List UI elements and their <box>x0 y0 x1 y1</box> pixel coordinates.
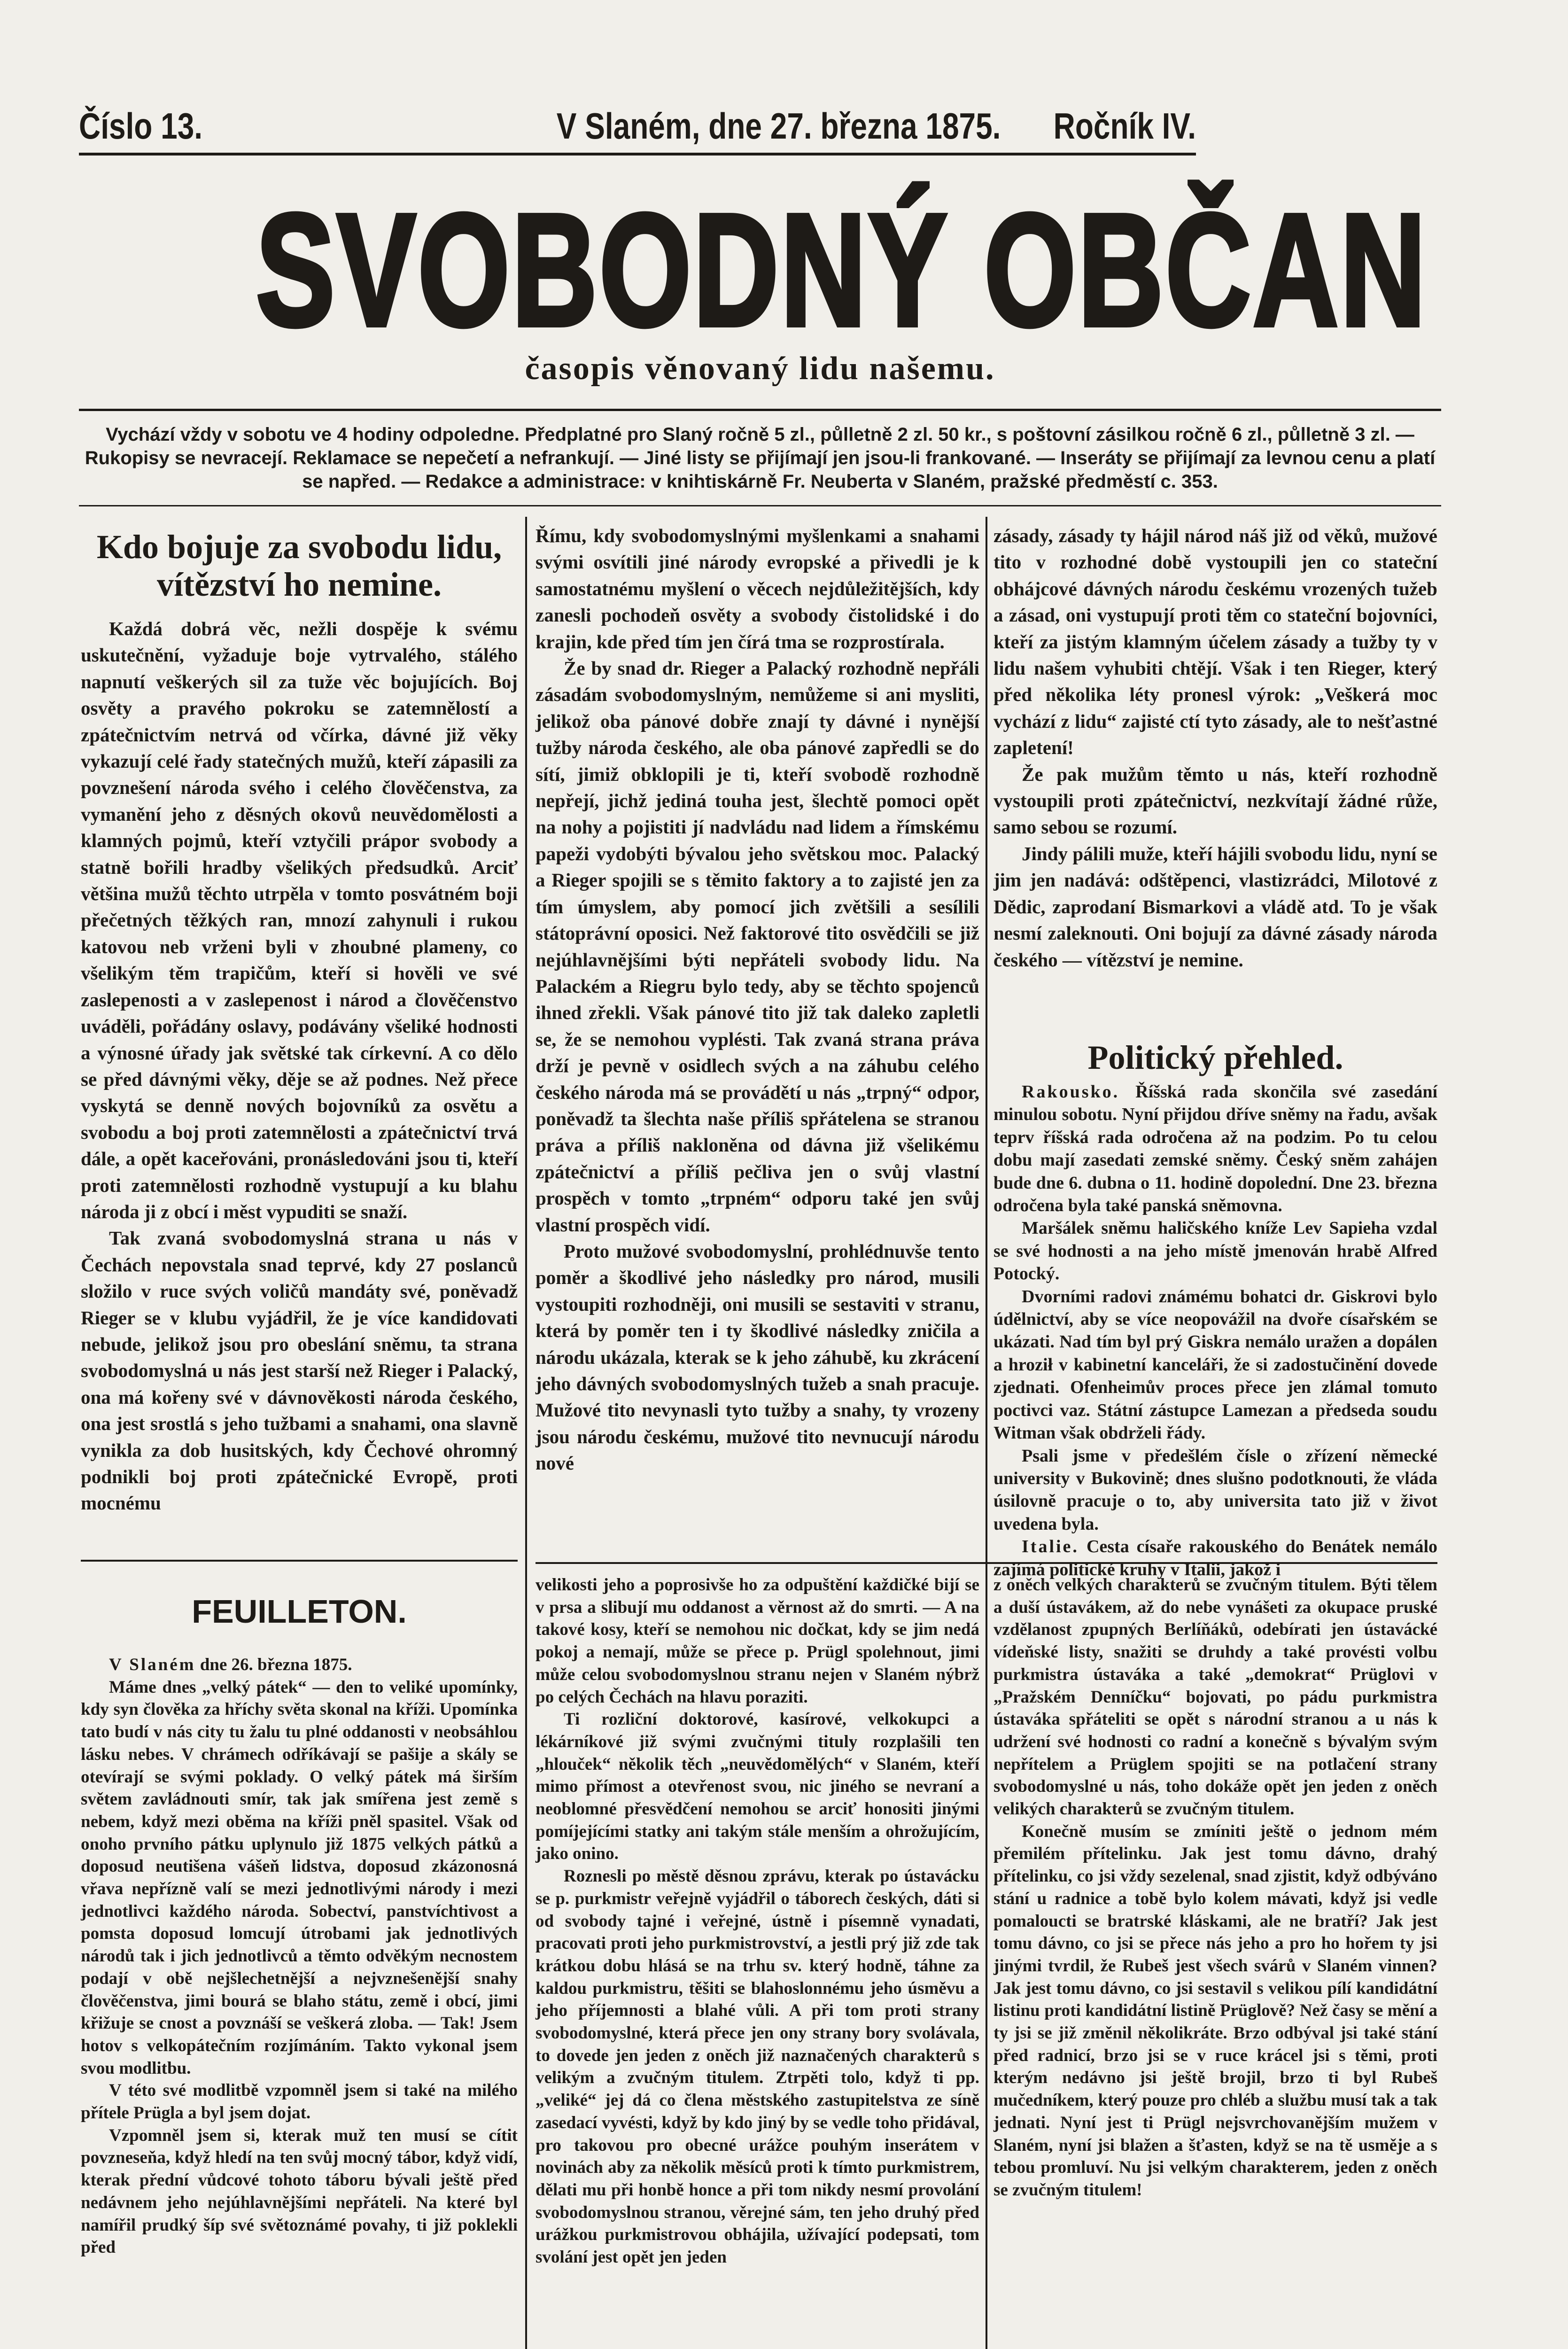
lower-paragraph: velikosti jeho a poprosivše ho za odpuštění každičké bijí se v prsa a slibují mu oddanost a věrnost až do smrti. — A na takové kosy, kteří se nemohou nic dočkat, kdy se jim nedá pokoj a nemají, může se přece p. Prügl spolehnout, jimi může celou svobodomyslnou stranu nejen v Slaném nýbrž po celých Čechách na hlavu poraziti. <box>536 1575 979 1707</box>
lower-col2 <box>536 1574 979 2269</box>
lower-paragraph: Konečně musím se zmíniti ještě o jednom mém přemilém přítelinku. Jak jest tomu dávno, drahý přítelinku, co jsi vždy sezelenal, snad zjistit, když odbýváno stání u radnice a tobě bylo kolem mávati, když jsi vedle pomaloucti se bratrské kláskami, ale ne bratří? Jak jest tomu dávno, co jsi se přece nás jeho a pro ho hořem ty jsi jinými tvrdil, že Rubeš jest všech svárů v Slaném vinnen? Jak jest tomu dávno, co jsi sestavil s velikou pílí kandidátní listinu proti kandidátní listině Prüglově? Než časy se mění a ty jsi se již změnil několikráte. Brzo odbýval jsi také stání před radnicí, brzo jsi se v ruce krácel jsi s těmi, proti kterým nedávno jsi ještě brojil, brzo ti byl Rubeš mučedníkem, který pouze pro chléb a službu musí tak a tak jednati. Nyní jest ti Prügl nejsvrchovanějším mužem v Slaném, nyní jsi blažen a šťasten, když se na tě usměje a s tebou promluví. Nu jsi velkým charakterem, jeden z oněch se zvučným titulem! <box>994 1821 1437 2200</box>
subscription-notice: Vychází vždy v sobotu ve 4 hodiny odpoledne. Předplatné pro Slaný ročně 5 zl., půlletně 2 zl. 50 kr., s poštovní zásilkou ročně 6 zl., půlletně 3 zl. — Rukopisy se nevracejí. Reklamace se nepečetí a nefrankují. — Jiné listy se přijímají jen jsou-li frankované. — Inseráty se přijímají za levnou cenu a platí se napřed. — Redakce a administrace: v knihtiskárně Fr. Neuberta v Slaném, pražské předměstí c. 353. <box>85 424 1436 492</box>
dateline: V Slaném, dne 27. března 1875. <box>556 105 1001 147</box>
politics-section <box>994 1081 1437 1581</box>
newspaper-title: SVOBODNÝ OBČAN <box>256 181 1428 359</box>
lead-paragraph: Každá dobrá věc, nežli dospěje k svému uskutečnění, vyžaduje boje vytrvalého, stálého napnutí veškerých sil za tuže věc bojujících. Boj osvěty a pravého pokroku se zatemnělostí a zpátečnictvím netrvá od včírka, dávné již věky vykazují celé řady statečných mužů, kteří zápasili za povznešení národa svého i celého člověčenstva, za vymanění jeho z děsných okovů neuvědomělosti a klamných pojmů, kteří vztyčili prápor svobody a statně bořili hradby všelikých předsudků. Arciť většina mužů těchto utrpěla v tomto posvátném boji přečetných těžkých ran, mnozí zahynuli i rukou katovou neb vrženi byli v zhoubné plameny, co všelikým těm trapičům, kteří si hověli ve své zaslepenosti a v zaslepenost i národ a člověčenstvo uváděli, pořádány oslavy, podávány všeliké hodnosti a výnosné úřady jak světské tak církevní. A co dělo se před dávnými věky, děje se až podnes. Než přece vyskytá se denně nových bojovníků za osvětu a svobodu a boj proti zatemnělosti a zpátečnictví trvá dále, a opět kaceřováni, pronásledováni jsou ti, kteří proti zatemnělosti rozhodně vystupují a ku blahu národa ji z obcí i měst vypuditi se snaží. <box>81 618 518 1222</box>
notice-rule <box>79 505 1441 506</box>
politics-text: Dvorními radovi známému bohatci dr. Giskrovi bylo údělnictví, aby se více neopovážil na dvoře císařském se ukázati. Nad tím byl prý Giskra nemálo uražen a dopálen a hroził v kabinetní kanceláři, že si zadostučinění dovede zjednati. Ofenheimův proces přece jen zlámal tomuto poctivci vaz. Státní zástupce Lamezan a předseda soudu Witman však obdrželi řády. <box>994 1286 1437 1443</box>
lower-rule <box>536 1562 1437 1564</box>
lead-article-col1 <box>81 522 518 1517</box>
lead-paragraph: zásady, zásady ty hájil národ náš již od věků, mužové tito v rozhodné době vystoupili jen co stateční obhájcové dávných národu českému vrozených tužeb a zásad, oni vystupují proti těm co stateční bojovníci, kteří za jistým klamným účelem zásady a tužby ty v lidu našem vyhubiti chtějí. Však i ten Rieger, který před několika léty pronesl výrok: „Veškerá moc vychází z lidu“ zajisté ctí tyto zásady, ale to nešťastné zapletení! <box>994 525 1437 759</box>
lower-paragraph: Ti rozliční doktorové, kasírové, velkokupci a lékárníkové již svými zvučnými tituly rozplašili ten „hlouček“ několik těch „neuvědomělých“ v Slaném, kteří mimo přímost a otevřenost svou, nic jiného se nevraní a neoblomné přesvědčení nemohou se arciť honositi jinými pomíjejícími statky ani takým stále menším a ohrožujícím, jako onino. <box>536 1710 979 1864</box>
lead-article-col3 <box>994 522 1437 973</box>
lead-headline: Kdo bojuje za svobodu lidu, vítězství ho nemine. <box>96 528 502 603</box>
lead-paragraph: Římu, kdy svobodomyslnými myšlenkami a snahami svými osvítili jiné národy evropské a přivedli je k samostatnému myšlení o věcech nejdůležitějších, kdy zanesli pochodeň osvěty a svobody čistolidské i do krajin, kde před tím jen čírá tma se rozprostírala. <box>536 525 979 653</box>
column-rule-left <box>525 517 527 2349</box>
lead-paragraph: Tak zvaná svobodomyslná strana u nás v Čechách nepovstala snad teprvé, kdy 27 poslanců složilo v ruce svých voličů mandáty své, poněvadž Rieger se v klubu vyjádřil, že je více kandidovati nebude, jelikož jsou pro obeslání sněmu, ta strana svobodomyslná u nás jest starší než Rieger i Palacký, ona má kořeny své v dávnověkosti národa českého, ona jest srostlá s jeho tužbami a snahami, ona slavně vynikla za dob husitských, kdy Čechové ohromný podnikli boj proti zpátečnické Evropě, proti mocnému <box>81 1227 518 1514</box>
volume: Ročník IV. <box>1053 105 1196 147</box>
masthead-rule <box>79 409 1441 411</box>
feuilleton-paragraph: Vzpomněl jsem si, kterak muž ten musí se cítit povzneseňa, když hledí na ten svůj mocný tábor, když vidí, kterak přední vůdcové tohoto táboru bývali ještě před nedávnem jeho nejúhlavnějšími nepřáteli. Na které byl namířil prudký šíp své světoznámé povahy, ti již poklekli před <box>81 2125 518 2257</box>
feuilleton-rule <box>81 1560 518 1562</box>
newspaper-subtitle: časopis věnovaný lidu našemu. <box>525 350 995 387</box>
lower-paragraph: Roznesli po městě děsnou zprávu, kterak po ústavácku se p. purkmistr veřejně vyjádřil o táborech českých, dáti si od svobody tajné i veřejné, ústně i písemně vynadati, pracovati proti jeho purkmistrovství, a jestli prý již zde tak krátkou dobu hlásá se na trhu sv. který hodně, táhne za kaldou purkmistru, těšiti se blahoslonnému jeho úsměvu a jeho příjemnosti a blahé vůli. A při tom proti strany svobodomyslné, která přece jen ony strany bory svolávala, to dovede jen jeden z oněch již naznačených charakterů s velikým a zvučným titulem. Ztrpěti tolo, když ti pp. „veliké“ jej dá co člena městského zastupitelstva ze síně zasedací vyvésti, když by kdo jiný by se vedle toho přidával, pro takovou pro obecné urážce pouhým inserátem v novinách aby za několik měsíců proti k tímto purkmistrem, dělati mu při honbě honce a při tom nikdy nesmí provolání svobodomyslnou stranou, věrejné sám, ten jeho druhý před urážkou purkmistrovou obhájila, užívající podepsati, tom svolání jest opět jen jeden <box>536 1867 979 2267</box>
feuilleton-date: dne 26. března 1875. <box>200 1655 352 1674</box>
feuilleton-paragraph: V této své modlitbě vzpomněl jsem si také na milého přítele Prügla a byl jsem dojat. <box>81 2081 518 2123</box>
politics-text: Říšská rada skončila své zasedání minulou sobotu. Nyní přijdou dříve sněmy na řadu, avšak teprv říšská rada odročena až na podzim. Po tu celou dobu mají zasedati zemské sněmy. Český sněm zahájen bude dne 6. dubna o 11. hodině dopolední. Dne 23. března odročena byla také panská sněmovna. <box>994 1082 1438 1216</box>
politics-lead: Italie. <box>1022 1537 1079 1557</box>
lead-paragraph: Že pak mužům těmto u nás, kteří rozhodně vystoupili proti zpátečnictví, nezkvítají žádné růže, samo sebou se rozumí. <box>994 763 1437 838</box>
feuilleton-heading: FEUILLETON. <box>192 1593 407 1630</box>
feuilleton-paragraph: Máme dnes „velký pátek“ — den to veliké upomínky, kdy syn člověka za hříchy světa skonal na kříži. Upomínka tato budí v nás city tu žalu tu plné oddanosti v neobsáhlou lásku nebes. V chrámech odříkávají se pašije a skály se otevírají se svými poklady. O velký pátek má širším světem zavládnouti smír, tak jak smířena jest země s nebem, když mezi oběma na kříži pněl spasitel. Však od onoho prvního pátku uplynulo již 1875 velkých pátků a doposud neutišena vášeň lidstva, doposud zkázonosná vřava nepřízně valí se mezi jednotlivými národy i mezi jednotlivci každého národa. Sobectví, panstvíchtivost a pomsta doposud lomcují útrobami jak jednotlivých národů tak i jich jednotlivců a těmto odvěkým necnostem podají v obě nejšlechetnější a nejvznešenější snahy člověčenstva, jimi bourá se blaho státu, země i obcí, jimi křižuje se cnost a povznáší se veškerá zloba. — Tak! Jsem hotov s velkopátečním rozjímáním. Takto vykonal jsem svou modlitbu. <box>81 1677 518 2078</box>
lead-paragraph: Proto mužové svobodomyslní, prohlédnuvše tento poměr a škodlivé jeho následky pro národ, musili vystoupiti rozhodněji, oni musili se sestaviti v stranu, která by poměr ten i ty škodlivé následky zničila a národu ukázala, kterak se k jeho záhubě, ku zkrácení jeho dávných svobodomyslných tužeb a snah pracuje. Mužové tito nevynasli tyto tužby a snahy, ty vrozeny jsou národu českému, mužové tito nevnucují národu nové <box>536 1240 979 1474</box>
lead-paragraph: Že by snad dr. Rieger a Palacký rozhodně nepřáli zásadám svobodomyslným, nemůžeme si ani mysliti, jelikož oba pánové dobře znají ty dávné i nynější tužby národa českého, ale oba pánové zapředli se do sítí, jimiž obklopili je ti, kteří svobodě rozhodně nepřejí, jichž jediná touha jest, šlechtě pomoci opět na nohy a pojistiti jí nadvládu nad lidem a římskému papeži vydobýti bývalou jeho světskou moc. Palacký a Rieger spojili se s těmito faktory a to zajisté jen za tím úmyslem, aby pomocí jich zvětšili a sesílili státoprávní oposici. Než faktorové tito osvědčili se již nejúhlavnějšími býti nepřáteli svobody lidu. Na Palackém a Riegru bylo tedy, aby se těchto spojenců ihned zřekli. Však pánové tito již tak daleko zapletli se, že se nemohou vyplésti. Tak zvaná strana práva drží je pevně v osidlech svých a na záhubu celého českého národa má se provádětí u nás „trpný“ odpor, poněvadž ta šlechta naše příliš spřátelena se stranou práva a příliš nakloněna od dávna již všelikému zpátečnictví a příliš pečliva jen o svůj vlastní prospěch v tomto „trpném“ odporu také jen svůj vlastní prospěch vidí. <box>536 657 979 1236</box>
lead-paragraph: Jindy pálili muže, kteří hájili svobodu lidu, nyní se jim jen nadává: odštěpenci, vlastizrádci, Milotové z Dědic, zaprodaní Bismarkovi a vládě atd. To je však nesmí zaleknouti. Oni bojují za dávné zásady národa českého — vítězství je nemine. <box>994 842 1437 971</box>
lead-article-col2 <box>536 522 979 1477</box>
column-rule-right <box>986 517 987 2349</box>
politics-text: Cesta císaře rakouského do Benátek nemálo zajímá politické kruhy v Italii, jakož i <box>994 1537 1437 1579</box>
lower-paragraph: z oněch velkých charakterů se zvučným titulem. Býti tělem a duší ústavákem, až do nebe vynášeti za okupace pruské vzdělanost zpupných Berlíňáků, odebírati jen ústavácké vídeňské listy, snažiti se druhdy a také provésti volbu purkmistra ústaváka a také „demokrat“ Prüglovi v „Pražském Denníčku“ bojovati, po pádu purkmistra ústaváka spřáteliti se opět s národní stranou a u nás k udržení své hodnosti co radní a konečně s bývalým svým nepřítelem a Prüglem spojiti se na potlačení strany svobodomyslné u nás, toho dokáže opět jen jeden z oněch velikých charakterů se zvučným titulem. <box>994 1575 1437 1819</box>
politics-heading: Politický přehled. <box>1087 1039 1343 1076</box>
masthead-topline <box>79 101 1196 156</box>
feuilleton-place: V Slaném <box>109 1655 196 1674</box>
feuilleton-body <box>81 1654 518 2259</box>
issue-number: Číslo 13. <box>79 105 203 147</box>
politics-text: Maršálek sněmu haličského kníže Lev Sapieha vzdal se své hodnosti a na jeho místě jmenován hrabě Alfred Potocký. <box>994 1218 1437 1284</box>
lower-col3 <box>994 1574 1437 2201</box>
politics-lead: Rakousko. <box>1022 1082 1120 1102</box>
politics-text: Psali jsme v předešlém čísle o zřízení německé university v Bukovině; dnes slušno podotknouti, že vláda úsilovně pracuje o to, aby universita tato již v život uvedena byla. <box>994 1446 1437 1534</box>
